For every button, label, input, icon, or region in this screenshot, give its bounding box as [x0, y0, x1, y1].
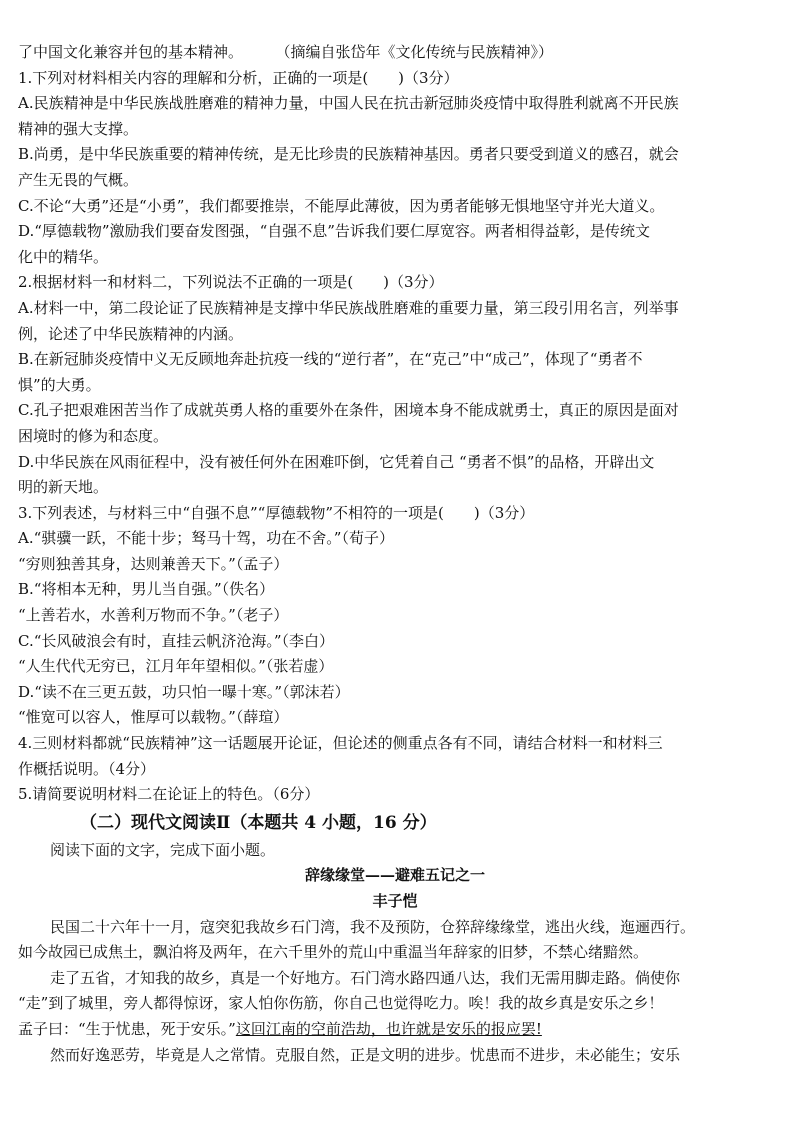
q1-option-c: C.不论“大勇”还是“小勇”，我们都要推崇，不能厚此薄彼，因为勇者能够无惧地坚守并光大道义。 [18, 196, 665, 215]
question-4: 4.三则材料都就“民族精神”这一话题展开论证，但论述的侧重点各有不同，请结合材料一和材料三 [18, 734, 663, 753]
section-heading: （二）现代文阅读Ⅱ（本题共 4 小题，16 分） [80, 812, 437, 833]
q2-option-a-cont: 例，论述了中华民族精神的内涵。 [18, 324, 244, 343]
q3-option-b: B.“将相本无种，男儿当自强。”（佚名） [18, 580, 275, 599]
question-3: 3.下列表述，与材料三中“自强不息”“厚德载物”不相符的一项是( )（3分） [18, 503, 535, 522]
question-2: 2.根据材料一和材料二，下列说法不正确的一项是( )（3分） [18, 273, 444, 292]
instruction: 阅读下面的文字，完成下面小题。 [50, 840, 276, 859]
q2-option-c-cont: 困境时的修为和态度。 [18, 426, 169, 445]
essay-paragraph-2-end [18, 1017, 772, 1043]
paragraph-end: 了中国文化兼容并包的基本精神。 [18, 43, 244, 61]
essay-title: 辞缘缘堂——避难五记之一 [304, 866, 485, 885]
q1-option-b-cont: 产生无畏的气概。 [18, 170, 139, 189]
q2-option-d-cont: 明的新天地。 [18, 478, 109, 497]
q2-option-b: B.在新冠肺炎疫情中义无反顾地奔赴抗疫一线的“逆行者”，在“克己”中“成己”，体现了“勇者不 [18, 350, 643, 369]
essay-paragraph-3: 然而好逸恶劳，毕竟是人之常情。克服自然，正是文明的进步。忧患而不进步，未必能生；安乐 [50, 1045, 681, 1064]
q2-option-a: A.材料一中，第二段论证了民族精神是支撑中华民族战胜磨难的重要力量，第三段引用名言，列举事 [18, 298, 679, 317]
essay-paragraph-2-cont: “走”到了城里，旁人都得惊讶，家人怕你伤筋，你自己也觉得吃力。唉！我的故乡真是安乐之乡！ [18, 994, 664, 1013]
q1-option-d: D.“厚德载物”激励我们要奋发图强，“自强不息”告诉我们要仁厚宽容。两者相得益彰，是传统文 [18, 222, 650, 241]
q3-option-a: A.“骐骥一跃，不能十步；驽马十驾，功在不舍。”（荀子） [18, 529, 394, 548]
q1-option-d-cont: 化中的精华。 [18, 247, 109, 266]
q3-option-c: C.“长风破浪会有时，直挂云帆济沧海。”（李白） [18, 631, 335, 650]
text-line [18, 40, 772, 66]
source-citation: （摘编自张岱年《文化传统与民族精神》） [283, 43, 554, 61]
q1-option-a-cont: 精神的强大支撑。 [18, 119, 139, 138]
question-5: 5.请简要说明材料二在论证上的特色。（6分） [18, 785, 320, 804]
q3-option-d: D.“读不在三更五鼓，功只怕一曝十寒。”（郭沫若） [18, 682, 350, 701]
q3-option-d-cont: “惟宽可以容人，惟厚可以载物。”（薛瑄） [18, 708, 289, 727]
mencius-quote: 孟子曰：“生于忧患，死于安乐。” [18, 1019, 236, 1038]
q3-option-a-cont: “穷则独善其身，达则兼善天下。”（孟子） [18, 554, 289, 573]
q1-option-b: B.尚勇，是中华民族重要的精神传统，是无比珍贵的民族精神基因。勇者只要受到道义的感召，就会 [18, 145, 679, 164]
q3-option-c-cont: “人生代代无穷已，江月年年望相似。”（张若虚） [18, 657, 334, 676]
q3-option-b-cont: “上善若水，水善利万物而不争。”（老子） [18, 606, 289, 625]
essay-paragraph-2: 走了五省，才知我的故乡，真是一个好地方。石门湾水路四通八达，我们无需用脚走路。倘使你 [50, 968, 681, 987]
q2-option-d: D.中华民族在风雨征程中，没有被任何外在困难吓倒，它凭着自己 “勇者不惧”的品格，开辟出文 [18, 452, 655, 471]
essay-author: 丰子恺 [372, 892, 418, 910]
q2-option-c: C.孔子把艰难困苦当作了成就英勇人格的重要外在条件，困境本身不能成就勇士，真正的原因是面对 [18, 401, 679, 420]
underlined-sentence: 这回江南的空前浩劫，也许就是安乐的报应罢! [235, 1019, 542, 1038]
q2-option-b-cont: 惧”的大勇。 [18, 375, 101, 394]
question-1: 1.下列对材料相关内容的理解和分析，正确的一项是( )（3分） [18, 68, 459, 87]
essay-paragraph-1-cont: 如今故园已成焦土，飘泊将及两年，在六千里外的荒山中重温当年辞家的旧梦，不禁心绪黯然。 [18, 943, 649, 962]
essay-paragraph-1: 民国二十六年十一月，寇突犯我故乡石门湾，我不及预防，仓猝辞缘缘堂，逃出火线，迤逦西行。 [50, 917, 696, 936]
question-4-cont: 作概括说明。（4分） [18, 759, 156, 778]
q1-option-a: A.民族精神是中华民族战胜磨难的精神力量，中国人民在抗击新冠肺炎疫情中取得胜利就离不开民族 [18, 94, 679, 113]
